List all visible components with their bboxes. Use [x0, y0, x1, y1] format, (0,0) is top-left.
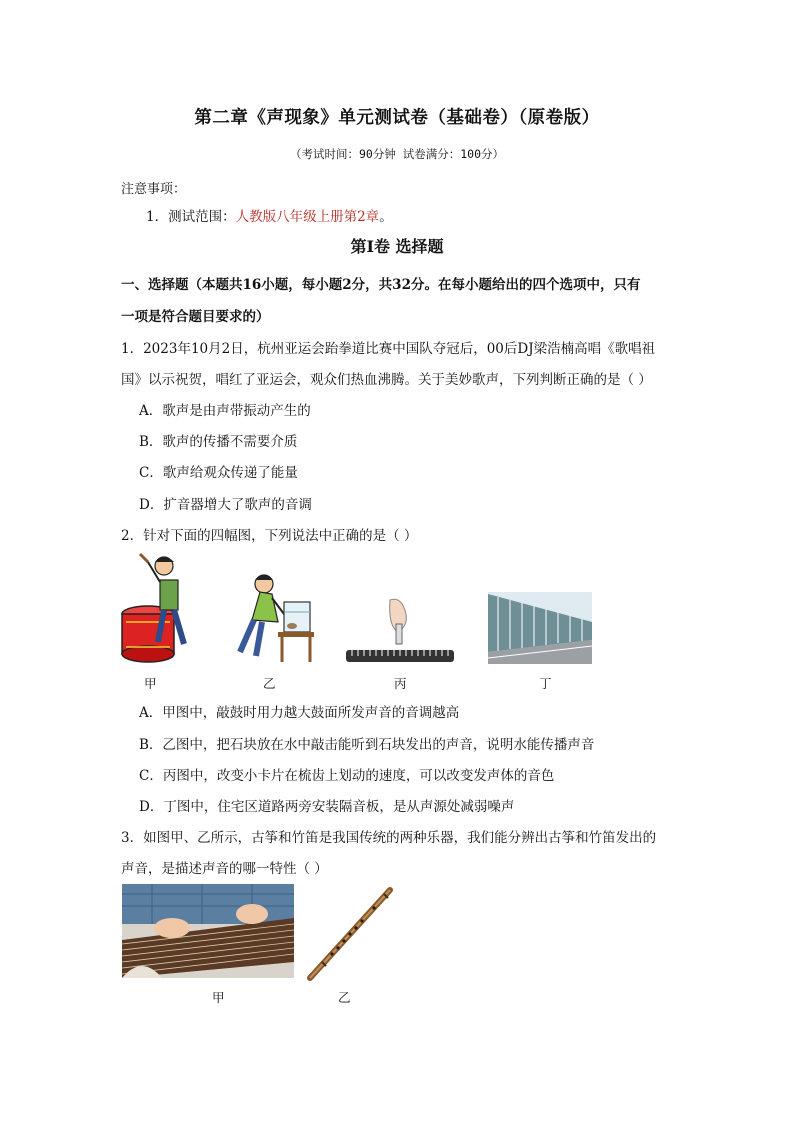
guzheng-figure-image: [122, 884, 294, 978]
q1-stem-line-2: 国》以示祝贺，唱红了亚运会，观众们热血沸腾。关于美妙歌声，下列判断正确的是（ ）: [121, 372, 652, 388]
q3-caption-yi: 乙: [338, 990, 351, 1005]
water-tank-figure-image: [222, 572, 314, 664]
notice-item-1: [146, 205, 393, 225]
q2-option-c: C．丙图中，改变小卡片在梳齿上划动的速度，可以改变发声体的音色: [139, 768, 555, 784]
notice-item-prefix: 1．测试范围：: [146, 209, 236, 225]
notice-heading: 注意事项：: [121, 182, 187, 197]
q2-option-b: B．乙图中，把石块放在水中敲击能听到石块发出的声音，说明水能传播声音: [139, 737, 595, 753]
notice-item-suffix: 。: [379, 209, 393, 225]
notice-scope: 人教版八年级上册第2章: [235, 209, 380, 225]
q3-stem-line-1: 3．如图甲、乙所示，古筝和竹笛是我国传统的两种乐器，我们能分辨出古筝和竹笛发出的: [121, 830, 657, 846]
instructions-line-1: 一、选择题（本题共16小题，每小题2分，共32分。在每小题给出的四个选项中，只有: [121, 277, 641, 293]
q1-option-d: D．扩音器增大了歌声的音调: [139, 497, 312, 513]
q3-stem-line-2: 声音，是描述声音的哪一特性（ ）: [121, 861, 328, 877]
q2-option-d: D．丁图中，住宅区道路两旁安装隔音板，是从声源处减弱噪声: [139, 799, 515, 815]
q1-option-c: C．歌声给观众传递了能量: [139, 465, 298, 481]
sound-barrier-figure-image: [488, 592, 592, 664]
q1-stem-line-1: 1．2023年10月2日，杭州亚运会跆拳道比赛中国队夺冠后，00后DJ梁浩楠高唱《歌唱祖: [121, 341, 656, 357]
q1-option-a: A．歌声是由声带振动产生的: [139, 403, 311, 419]
figure-caption-yi: 乙: [263, 676, 276, 691]
drum-figure-image: [118, 552, 190, 664]
q1-option-b: B．歌声的传播不需要介质: [139, 434, 298, 450]
comb-figure-image: [346, 596, 454, 664]
q3-caption-jia: 甲: [212, 990, 225, 1005]
instructions-line-2: 一项是符合题目要求的）: [121, 309, 270, 325]
figure-caption-ding: 丁: [539, 676, 552, 691]
bamboo-flute-figure-image: [306, 886, 394, 982]
q2-option-a: A．甲图中，敲鼓时用力越大鼓面所发声音的音调越高: [139, 705, 460, 721]
section-title: 第Ⅰ卷 选择题: [350, 237, 444, 256]
page-title: 第二章《声现象》单元测试卷（基础卷）（原卷版）: [194, 108, 600, 128]
exam-info: （考试时间：90分钟 试卷满分：100分）: [289, 147, 505, 161]
figure-caption-bing: 丙: [394, 676, 407, 691]
figure-caption-jia: 甲: [144, 676, 157, 691]
q2-stem: 2．针对下面的四幅图，下列说法中正确的是（ ）: [121, 528, 418, 544]
